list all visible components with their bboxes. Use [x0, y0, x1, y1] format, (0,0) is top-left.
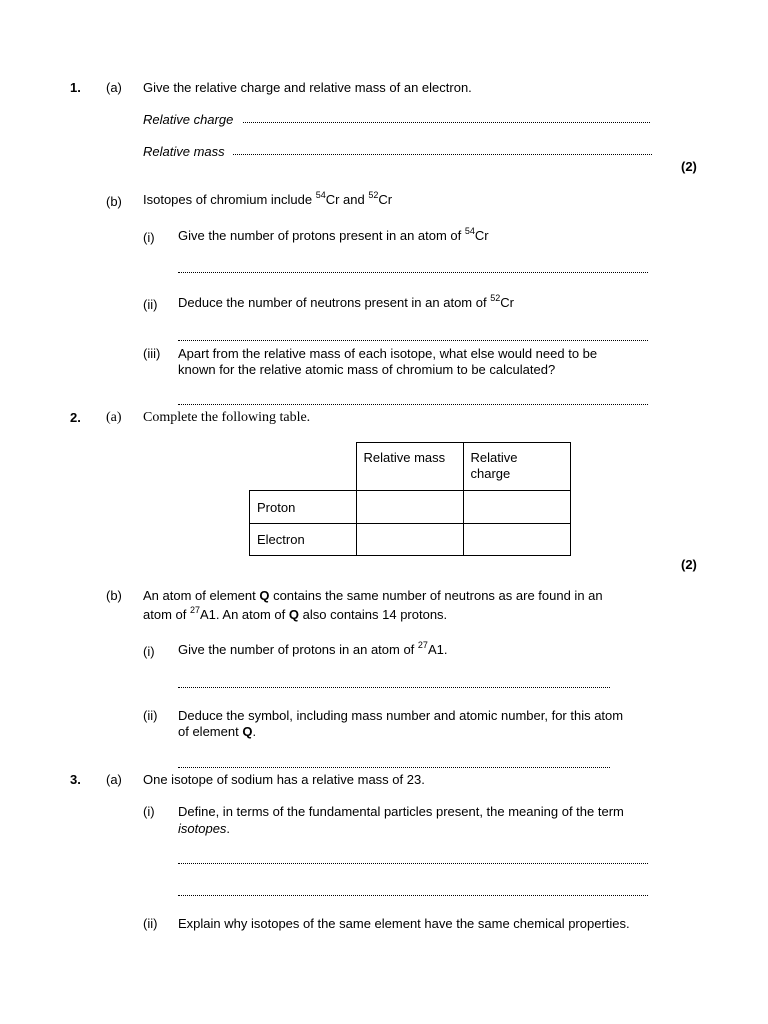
q2bii-label: (ii) — [143, 708, 158, 723]
answer-line-q2bi[interactable] — [178, 687, 610, 688]
cell-electron-relative-charge[interactable] — [463, 524, 570, 556]
cell-proton-relative-mass[interactable] — [356, 491, 463, 524]
q1biii-line1: Apart from the relative mass of each isotope, what else would need to be — [178, 346, 598, 361]
q3aii-text: Explain why isotopes of the same element have the same chemical properties. — [178, 916, 630, 931]
q1bi-text: Give the number of protons present in an atom of $^{54}$Cr — [178, 225, 489, 243]
q1a-text: Give the relative charge and relative mass of an electron. — [143, 80, 472, 95]
q1bi-label: (i) — [143, 230, 155, 245]
question-1-number: 1. — [70, 80, 81, 95]
question-2-number: 2. — [70, 410, 81, 425]
question-3-number: 3. — [70, 772, 81, 787]
q2a-text: Complete the following table. — [143, 410, 311, 425]
q3a-label: (a) — [106, 772, 122, 787]
q2bii-line1: Deduce the symbol, including mass number and atomic number, for this atom — [178, 708, 624, 723]
q2a-marks: (2) — [681, 557, 697, 572]
answer-line-q3ai-1[interactable] — [178, 863, 648, 864]
relative-charge-label: Relative charge — [143, 112, 234, 127]
q1bii-text: Deduce the number of neutrons present in an atom of $^{52}$Cr — [178, 292, 514, 310]
q2b-label: (b) — [106, 588, 122, 603]
q3ai-line1: Define, in terms of the fundamental particles present, the meaning of the term — [178, 804, 624, 819]
table-row-label-proton: Proton — [250, 491, 357, 524]
answer-line-q1bi[interactable] — [178, 272, 648, 273]
q2bi-text: Give the number of protons in an atom of $^{27}$A1. — [178, 639, 448, 657]
q1a-marks: (2) — [681, 159, 697, 174]
q3ai-line2: isotopes. — [178, 821, 231, 836]
table-corner — [250, 443, 357, 491]
particle-table — [249, 442, 571, 556]
q1b-text: Isotopes of chromium include $^{54}$Cr and $^{52}$Cr — [143, 189, 393, 207]
cell-electron-relative-mass[interactable] — [356, 524, 463, 556]
answer-line-q2bii[interactable] — [178, 767, 610, 768]
q3a-text: One isotope of sodium has a relative mass of 23. — [143, 772, 425, 787]
table-header-relative-charge: Relative charge — [463, 443, 570, 491]
q1b-label: (b) — [106, 194, 122, 209]
q1biii-label: (iii) — [143, 346, 161, 361]
answer-line-q1biii[interactable] — [178, 404, 648, 405]
answer-line-relative-mass[interactable] — [233, 154, 652, 155]
q2bii-line2: of element Q. — [178, 724, 257, 739]
q3ai-label: (i) — [143, 804, 155, 819]
q2a-label: (a) — [106, 410, 122, 425]
q1bii-label: (ii) — [143, 297, 158, 312]
table-row-label-electron: Electron — [250, 524, 357, 556]
answer-line-q1bii[interactable] — [178, 340, 648, 341]
cell-proton-relative-charge[interactable] — [463, 491, 570, 524]
q1a-label: (a) — [106, 80, 122, 95]
q1biii-line2: known for the relative atomic mass of chromium to be calculated? — [178, 362, 556, 377]
answer-line-q3ai-2[interactable] — [178, 895, 648, 896]
table-header-relative-mass: Relative mass — [356, 443, 463, 491]
q2b-line1: An atom of element Q contains the same number of neutrons as are found in an — [143, 588, 603, 603]
q2b-line2: atom of $^{27}$A1. An atom of Q also contains 14 protons. — [143, 604, 448, 622]
relative-mass-label: Relative mass — [143, 144, 225, 159]
q3aii-label: (ii) — [143, 916, 158, 931]
answer-line-relative-charge[interactable] — [243, 122, 650, 123]
q2bi-label: (i) — [143, 644, 155, 659]
